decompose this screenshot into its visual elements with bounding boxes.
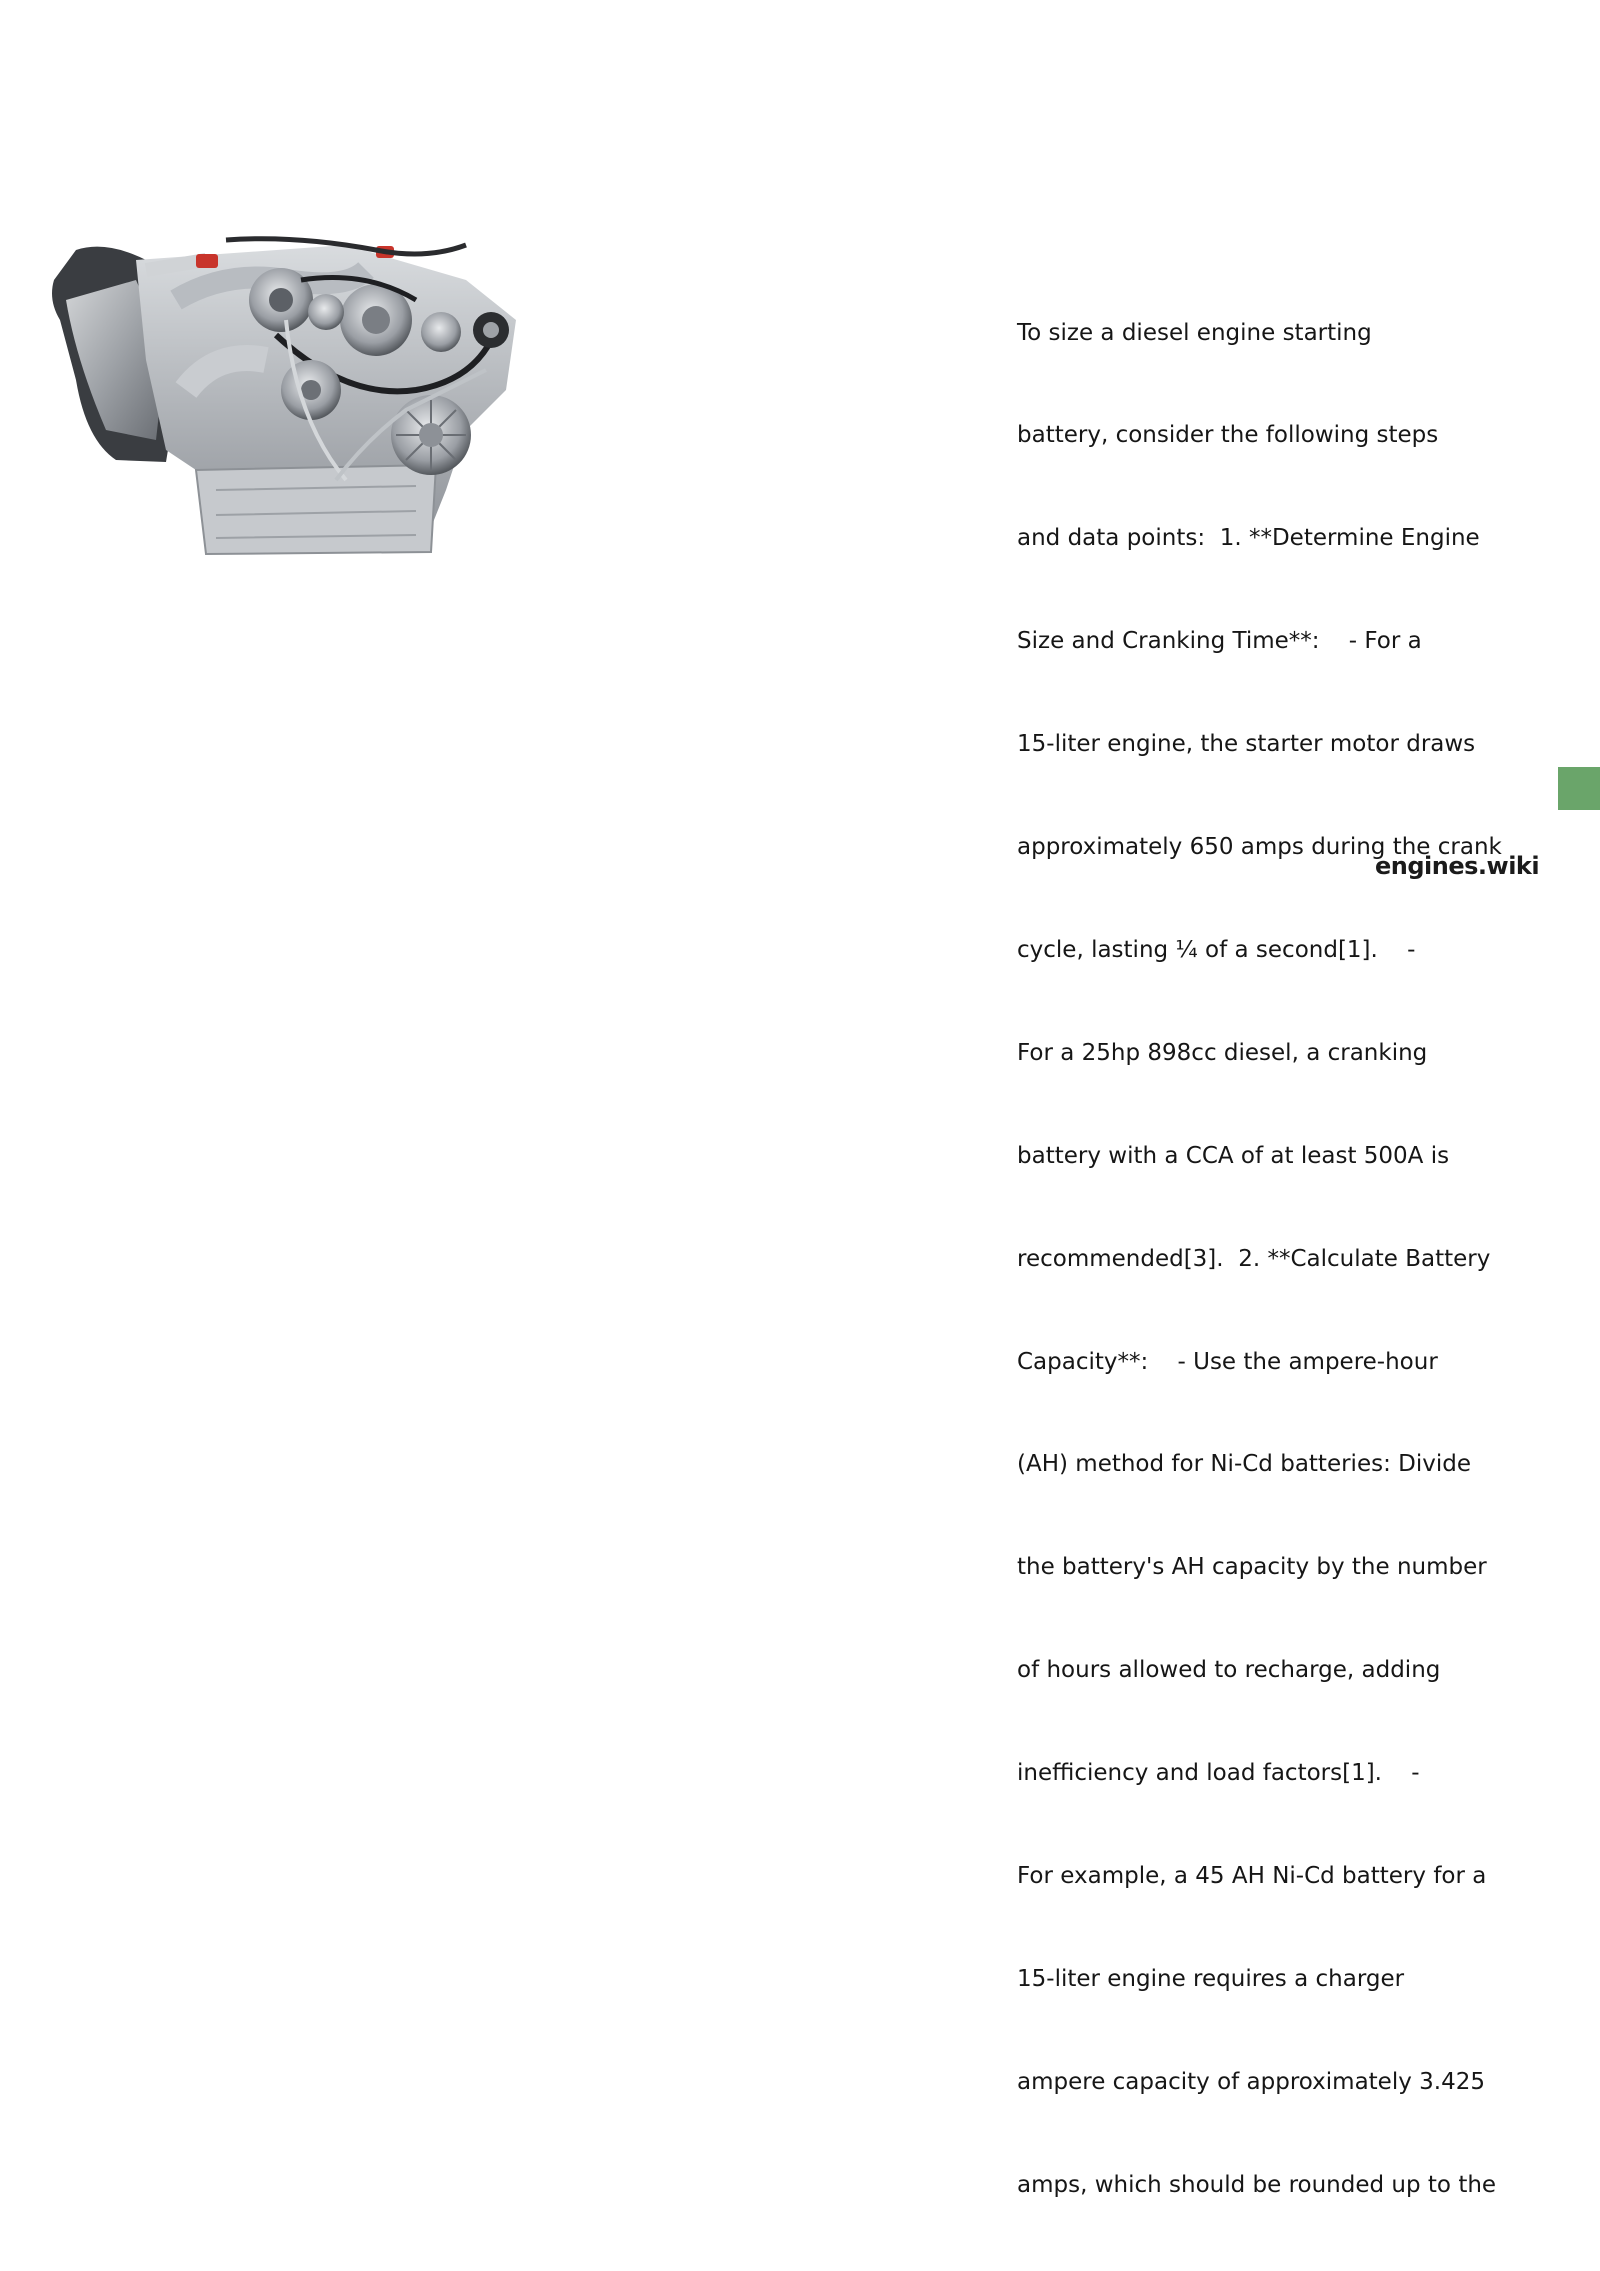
body-line: To size a diesel engine starting (1017, 319, 1372, 346)
body-line: and data points: 1. **Determine Engine (1017, 525, 1480, 552)
accent-square (1558, 767, 1600, 810)
article-body (1017, 247, 1547, 2271)
body-line: 15-liter engine requires a charger (1017, 1965, 1405, 1992)
body-line: For example, a 45 AH Ni-Cd battery for a (1017, 1862, 1487, 1889)
body-line: (AH) method for Ni-Cd batteries: Divide (1017, 1451, 1471, 1478)
body-line: ampere capacity of approximately 3.425 (1017, 2068, 1485, 2095)
body-line: battery with a CCA of at least 500A is (1017, 1142, 1450, 1169)
body-line: battery, consider the following steps (1017, 422, 1439, 449)
body-line: amps, which should be rounded up to the (1017, 2171, 1497, 2198)
body-line: inefficiency and load factors[1]. - (1017, 1760, 1420, 1787)
body-line: of hours allowed to recharge, adding (1017, 1657, 1441, 1684)
engine-image (46, 240, 526, 558)
body-line: For a 25hp 898cc diesel, a cranking (1017, 1039, 1428, 1066)
site-watermark: engines.wiki (1375, 852, 1540, 880)
body-line: the battery's AH capacity by the number (1017, 1554, 1487, 1581)
body-line: Capacity**: - Use the ampere-hour (1017, 1348, 1438, 1375)
body-line: recommended[3]. 2. **Calculate Battery (1017, 1245, 1491, 1272)
body-line: approximately 650 amps during the crank (1017, 834, 1502, 861)
diesel-engine-icon (46, 240, 526, 558)
body-line: 15-liter engine, the starter motor draws (1017, 731, 1476, 758)
body-line: cycle, lasting ¼ of a second[1]. - (1017, 936, 1416, 963)
body-line: Size and Cranking Time**: - For a (1017, 628, 1422, 655)
